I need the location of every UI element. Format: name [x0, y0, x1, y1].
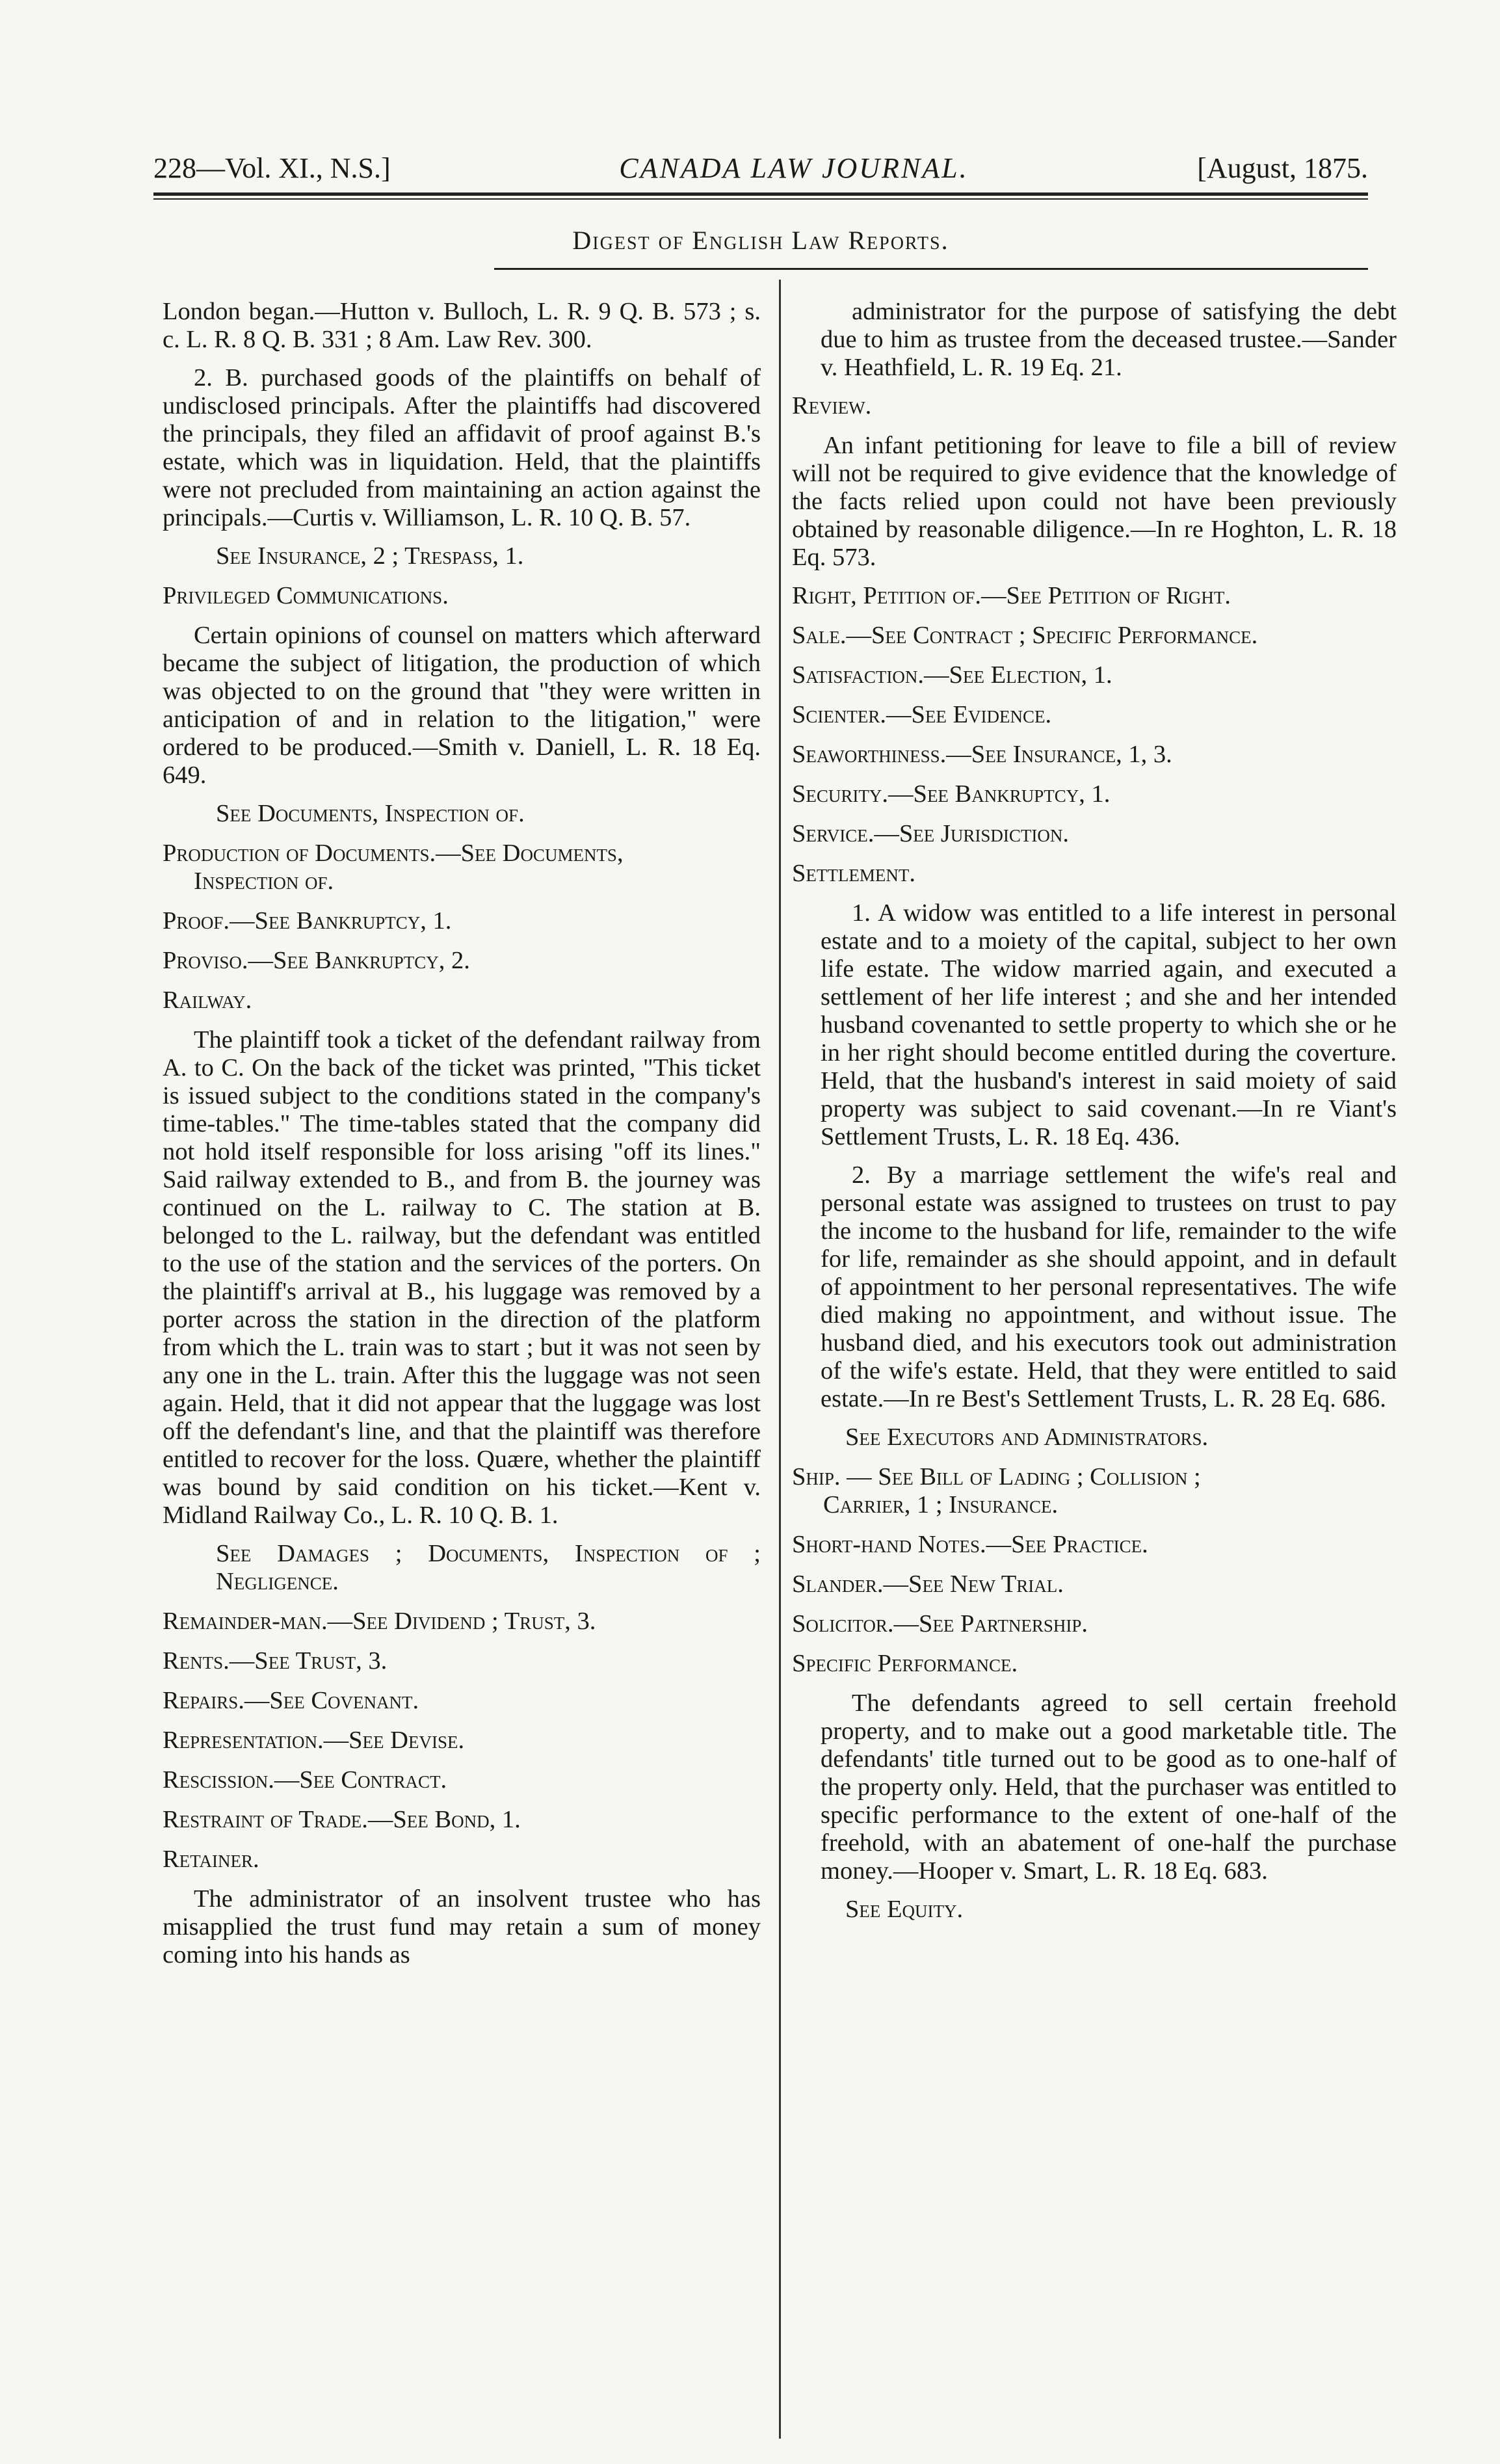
see-also-reference: See Executors and Administrators. — [845, 1424, 1209, 1451]
header-rule — [153, 192, 1368, 196]
header-journal-title: CANADA LAW JOURNAL. — [619, 152, 969, 184]
index-entry-heading: Scienter.—See Evidence. — [792, 701, 1052, 728]
see-also-reference: See Documents, Inspection of. — [216, 800, 525, 827]
digest-paragraph: administrator for the purpose of satisfying the debt due to him as trustee from the deceased trustee.—Sander v. Heathfield, L. R. 19 Eq. 21. — [821, 298, 1397, 381]
index-entry-heading: Rescission.—See Contract. — [163, 1766, 447, 1794]
header-volume: 228—Vol. XI., N.S.] — [153, 152, 391, 184]
digest-paragraph: The administrator of an insolvent trustee who has misapplied the trust fund may retain a sum of money coming into his hands as — [163, 1885, 761, 1968]
index-entry-heading: Service.—See Jurisdiction. — [792, 820, 1069, 847]
digest-paragraph: The defendants agreed to sell certain freehold property, and to make out a good marketable title. The defendants' title turned out to be good as to one-half of the property only. Held, that the purchaser was entitled to specific performance to the extent of one-half of the freehold, with an abatement of one-half the purchase money.—Hooper v. Smart, L. R. 18 Eq. 683. — [821, 1689, 1397, 1885]
index-entry-heading: Specific Performance. — [792, 1650, 1018, 1677]
index-entry-heading: Railway. — [163, 987, 252, 1014]
column-divider — [779, 280, 781, 2439]
index-entry-heading: Short-hand Notes.—See Practice. — [792, 1531, 1148, 1558]
index-entry-heading: Slander.—See New Trial. — [792, 1570, 1064, 1598]
running-header — [153, 148, 1368, 187]
index-entry-heading: Proviso.—See Bankruptcy, 2. — [163, 947, 470, 974]
header-date: [August, 1875. — [1197, 152, 1368, 184]
index-entry-heading: Settlement. — [792, 860, 915, 887]
see-also-reference: See Insurance, 2 ; Trespass, 1. — [216, 542, 524, 570]
left-column — [163, 298, 761, 1980]
section-title: Digest of English Law Reports. — [572, 226, 949, 255]
index-entry-heading: Remainder-man.—See Dividend ; Trust, 3. — [163, 1608, 596, 1635]
index-entry-heading: Representation.—See Devise. — [163, 1727, 465, 1754]
index-entry-heading: Proof.—See Bankruptcy, 1. — [163, 907, 452, 934]
index-entry-heading: Solicitor.—See Partnership. — [792, 1610, 1088, 1637]
digest-paragraph: 1. A widow was entitled to a life interest in personal estate and to a moiety of the capital, subject to her own life estate. The widow married again, and executed a settlement of her life interest ; and she and her intended husband covenanted to settle property to which she or he in her right should become entitled during the coverture. Held, that the husband's interest in said moiety of said property was subject to said covenant.—In re Viant's Settlement Trusts, L. R. 18 Eq. 436. — [821, 899, 1397, 1150]
digest-paragraph: 2. B. purchased goods of the plaintiffs on behalf of undisclosed principals. After the plaintiffs had discovered the principals, they filed an affidavit of proof against B.'s estate, which was in liquidation. Held, that the plaintiffs were not precluded from maintaining an action against the principals.—Curtis v. Williamson, L. R. 10 Q. B. 57. — [163, 364, 761, 531]
index-entry-heading: Security.—See Bankruptcy, 1. — [792, 780, 1111, 808]
see-also-reference: See Damages ; Documents, Inspection of ; Negligence. — [216, 1540, 761, 1595]
index-entry-heading: Sale.—See Contract ; Specific Performance. — [792, 622, 1258, 649]
index-entry-heading: Seaworthiness.—See Insurance, 1, 3. — [792, 741, 1172, 768]
index-entry-heading: Right, Petition of.—See Petition of Right. — [792, 582, 1231, 609]
index-entry-heading: Restraint of Trade.—See Bond, 1. — [163, 1806, 521, 1833]
index-entry-continuation: Carrier, 1 ; Insurance. — [823, 1491, 1059, 1518]
index-entry-heading — [163, 840, 761, 895]
digest-paragraph: An infant petitioning for leave to file a bill of review will not be required to give evidence that the knowledge of the facts relied upon could not have been previously obtained by reasonable diligence.—In re Hoghton, L. R. 18 Eq. 573. — [792, 432, 1397, 571]
section-rule — [494, 268, 1368, 270]
index-entry-heading: Privileged Communications. — [163, 582, 449, 609]
digest-paragraph: The plaintiff took a ticket of the defendant railway from A. to C. On the back of the ticket was printed, "This ticket is issued subject to the conditions stated in the company's time-tables." The time-tables stated that the company did not hold itself responsible for loss arising "off its lines." Said railway extended to B., and from B. the journey was continued on the L. railway to C. The station at B. belonged to the L. railway, but the defendant was entitled to the use of the station and the services of the porters. On the plaintiff's arrival at B., his luggage was removed by a porter across the station in the direction of the platform from which the L. train was to start ; but it was not seen by any one in the L. train. After this the luggage was not seen again. Held, that it did not appear that the luggage was lost off the defendant's line, and that the plaintiff was therefore entitled to recover for the loss. Quære, whether the plaintiff was bound by said condition on his ticket.—Kent v. Midland Railway Co., L. R. 10 Q. B. 1. — [163, 1026, 761, 1529]
digest-paragraph: Certain opinions of counsel on matters which afterward became the subject of litigation, the production of which was objected to on the ground that "they were written in anticipation of and in relation to the litigation," were ordered to be produced.—Smith v. Daniell, L. R. 18 Eq. 649. — [163, 622, 761, 789]
digest-paragraph: 2. By a marriage settlement the wife's real and personal estate was assigned to trustees on trust to pay the income to the husband for life, remainder to the wife for life, remainder as she should appoint, and in default of appointment to her personal representatives. The wife died making no appointment, and without issue. The husband died, and his executors took out administration of the wife's estate. Held, that they were entitled to said estate.—In re Best's Settlement Trusts, L. R. 28 Eq. 686. — [821, 1161, 1397, 1412]
index-entry-heading: Satisfaction.—See Election, 1. — [792, 661, 1112, 689]
index-entry-heading: Retainer. — [163, 1846, 259, 1873]
index-entry-continuation: Inspection of. — [194, 868, 334, 895]
index-entry-heading: Review. — [792, 392, 872, 419]
see-also-reference: See Equity. — [845, 1896, 964, 1923]
index-entry-line: Ship. — See Bill of Lading ; Collision ; — [792, 1463, 1201, 1490]
digest-text: London began.—Hutton v. Bulloch, L. R. 9 Q. B. 573 ; s. c. L. R. 8 Q. B. 331 ; 8 Am. Law Rev. 300. — [163, 298, 761, 353]
index-entry-line: Production of Documents.—See Documents, — [163, 840, 624, 867]
index-entry-heading — [792, 1463, 1397, 1519]
index-entry-heading: Repairs.—See Covenant. — [163, 1687, 419, 1714]
index-entry-heading: Rents.—See Trust, 3. — [163, 1647, 388, 1675]
right-column — [792, 298, 1397, 1935]
header-rule-thin — [153, 198, 1368, 200]
